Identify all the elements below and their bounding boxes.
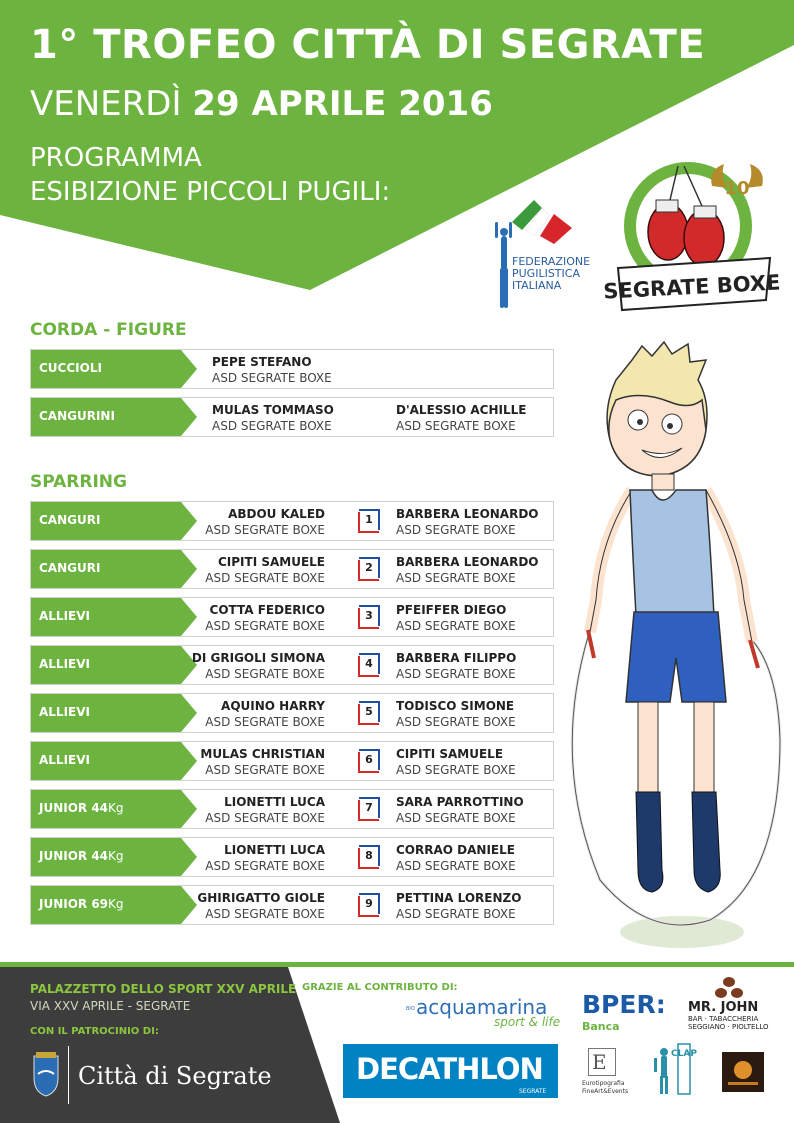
venue-address: VIA XXV APRILE - SEGRATE <box>30 999 191 1013</box>
blue-corner-athlete-name: SARA PARROTTINO <box>396 795 524 809</box>
athlete-name: PEPE STEFANO <box>212 355 312 369</box>
category-label: JUNIOR 44Kg <box>39 801 124 815</box>
acquamarina-tagline: sport & life <box>494 1015 561 1029</box>
category-label: CANGURI <box>39 513 101 527</box>
category-arrow <box>181 550 197 588</box>
red-corner-athlete-name: ABDOU KALED <box>228 507 325 521</box>
sparring-row <box>30 549 554 589</box>
category-label: CUCCIOLI <box>39 361 102 375</box>
sponsors-label: GRAZIE AL CONTRIBUTO DI: <box>302 982 458 993</box>
blue-corner-athlete-name: CIPITI SAMUELE <box>396 747 504 761</box>
bout-number: 2 <box>365 561 373 574</box>
red-corner-athlete-club: ASD SEGRATE BOXE <box>205 811 325 825</box>
category-arrow <box>181 742 197 780</box>
sparring-row <box>30 885 554 925</box>
category-label: JUNIOR 44Kg <box>39 849 124 863</box>
red-corner-athlete-club: ASD SEGRATE BOXE <box>205 571 325 585</box>
sparring-row <box>30 501 554 541</box>
red-corner-athlete-club: ASD SEGRATE BOXE <box>205 763 325 777</box>
category-label: JUNIOR 69Kg <box>39 897 124 911</box>
red-corner-athlete-club: ASD SEGRATE BOXE <box>205 907 325 921</box>
red-corner-athlete-name: COTTA FEDERICO <box>209 603 325 617</box>
clap-logo <box>652 1042 697 1096</box>
blue-corner-athlete-name: BARBERA LEONARDO <box>396 555 539 569</box>
red-corner-athlete-name: MULAS CHRISTIAN <box>200 747 325 761</box>
event-title: 1° TROFEO CITTÀ DI SEGRATE <box>30 22 706 68</box>
red-corner-athlete-name: DI GRIGOLI SIMONA <box>191 651 325 665</box>
category-label: ALLIEVI <box>39 705 90 719</box>
athlete-club: ASD SEGRATE BOXE <box>396 419 516 433</box>
red-corner-athlete-club: ASD SEGRATE BOXE <box>205 619 325 633</box>
red-corner-athlete-name: CIPITI SAMUELE <box>217 555 325 569</box>
blue-corner-athlete-club: ASD SEGRATE BOXE <box>396 859 516 873</box>
event-date: VENERDÌ 29 APRILE 2016 <box>30 84 493 124</box>
category-arrow <box>181 598 197 636</box>
acquamarina-prefix: BIO <box>406 1006 415 1012</box>
venue-name: PALAZZETTO DELLO SPORT XXV APRILE <box>30 982 297 996</box>
red-corner-athlete-name: GHIRIGATTO GIOLE <box>197 891 325 905</box>
category-arrow <box>181 790 197 828</box>
bout-number: 7 <box>365 801 373 814</box>
decathlon-logo: DECATHLON <box>356 1052 543 1086</box>
mr-john-logo: MR. JOHN <box>688 1000 759 1015</box>
blue-corner-athlete-club: ASD SEGRATE BOXE <box>396 619 516 633</box>
sparring-row <box>30 789 554 829</box>
athlete-name: D'ALESSIO ACHILLE <box>396 403 527 417</box>
eurotipografia-name: Eurotipografia <box>582 1080 625 1087</box>
category-arrow <box>181 350 197 388</box>
bout-number: 4 <box>365 657 373 670</box>
category-arrow <box>181 398 197 436</box>
category-label: CANGURI <box>39 561 101 575</box>
blue-corner-athlete-club: ASD SEGRATE BOXE <box>396 571 516 585</box>
red-corner-athlete-club: ASD SEGRATE BOXE <box>205 523 325 537</box>
category-arrow <box>181 502 197 540</box>
corda-row <box>30 349 554 389</box>
fpi-logo <box>492 192 602 314</box>
coffee-beans-icon <box>712 975 746 1001</box>
sparring-row <box>30 693 554 733</box>
mr-john-location: SEGGIANO · PIOLTELLO <box>688 1023 769 1031</box>
athlete-club: ASD SEGRATE BOXE <box>212 371 332 385</box>
sparring-section-title: SPARRING <box>30 472 127 492</box>
bper-subtitle: Banca <box>582 1020 620 1033</box>
eurotipografia-logo-letter: E <box>592 1050 607 1074</box>
program-heading-line1: PROGRAMMA <box>30 143 202 173</box>
svg-text:10: 10 <box>724 178 750 199</box>
mr-john-subtitle: BAR · TABACCHERIA <box>688 1015 759 1023</box>
acquamarina-logo: acquamarina <box>416 995 548 1019</box>
category-label: CANGURINI <box>39 409 115 423</box>
sparring-row <box>30 837 554 877</box>
sparring-row <box>30 645 554 685</box>
svg-text:CLAP: CLAP <box>671 1049 697 1059</box>
blue-corner-athlete-name: PETTINA LORENZO <box>396 891 522 905</box>
blue-corner-athlete-club: ASD SEGRATE BOXE <box>396 715 516 729</box>
bout-number: 8 <box>365 849 373 862</box>
blue-corner-athlete-name: CORRAO DANIELE <box>396 843 515 857</box>
category-arrow <box>181 694 197 732</box>
category-label: ALLIEVI <box>39 609 90 623</box>
bout-number: 6 <box>365 753 373 766</box>
category-label: ALLIEVI <box>39 753 90 767</box>
sponsor-tile-icon <box>722 1052 764 1092</box>
svg-text:SEGRATE BOXE: SEGRATE BOXE <box>602 270 781 304</box>
blue-corner-athlete-name: PFEIFFER DIEGO <box>396 603 507 617</box>
blue-corner-athlete-club: ASD SEGRATE BOXE <box>396 523 516 537</box>
eurotipografia-tagline: FineArt&Events <box>582 1088 629 1095</box>
segrate-boxe-logo <box>602 160 781 318</box>
athlete-name: MULAS TOMMASO <box>212 403 334 417</box>
bout-number: 5 <box>365 705 373 718</box>
bper-logo: BPER: <box>582 990 666 1019</box>
decathlon-location: SEGRATE <box>519 1088 547 1095</box>
blue-corner-athlete-club: ASD SEGRATE BOXE <box>396 811 516 825</box>
category-label: ALLIEVI <box>39 657 90 671</box>
fpi-logo-text: FEDERAZIONE PUGILISTICA ITALIANA <box>512 255 591 292</box>
sparring-row <box>30 597 554 637</box>
coat-divider <box>68 1046 69 1104</box>
city-name: Città di Segrate <box>78 1062 272 1090</box>
blue-corner-athlete-club: ASD SEGRATE BOXE <box>396 907 516 921</box>
blue-corner-athlete-name: BARBERA LEONARDO <box>396 507 539 521</box>
red-corner-athlete-club: ASD SEGRATE BOXE <box>205 859 325 873</box>
boy-skipping-rope-illustration <box>560 340 794 960</box>
category-arrow <box>181 838 197 876</box>
corda-section-title: CORDA - FIGURE <box>30 320 187 340</box>
patronage-label: CON IL PATROCINIO DI: <box>30 1026 159 1037</box>
athlete-club: ASD SEGRATE BOXE <box>212 419 332 433</box>
red-corner-athlete-name: LIONETTI LUCA <box>224 795 325 809</box>
bout-number: 9 <box>365 897 373 910</box>
city-coat-of-arms <box>28 1052 64 1098</box>
blue-corner-athlete-name: TODISCO SIMONE <box>396 699 515 713</box>
blue-corner-athlete-name: BARBERA FILIPPO <box>396 651 517 665</box>
program-heading-line2: ESIBIZIONE PICCOLI PUGILI: <box>30 177 391 207</box>
bout-number: 3 <box>365 609 373 622</box>
red-corner-athlete-club: ASD SEGRATE BOXE <box>205 667 325 681</box>
blue-corner-athlete-club: ASD SEGRATE BOXE <box>396 763 516 777</box>
corda-row <box>30 397 554 437</box>
red-corner-athlete-name: AQUINO HARRY <box>221 699 325 713</box>
sparring-row <box>30 741 554 781</box>
red-corner-athlete-name: LIONETTI LUCA <box>224 843 325 857</box>
blue-corner-athlete-club: ASD SEGRATE BOXE <box>396 667 516 681</box>
category-arrow <box>181 886 197 924</box>
red-corner-athlete-club: ASD SEGRATE BOXE <box>205 715 325 729</box>
bout-number: 1 <box>365 513 373 526</box>
